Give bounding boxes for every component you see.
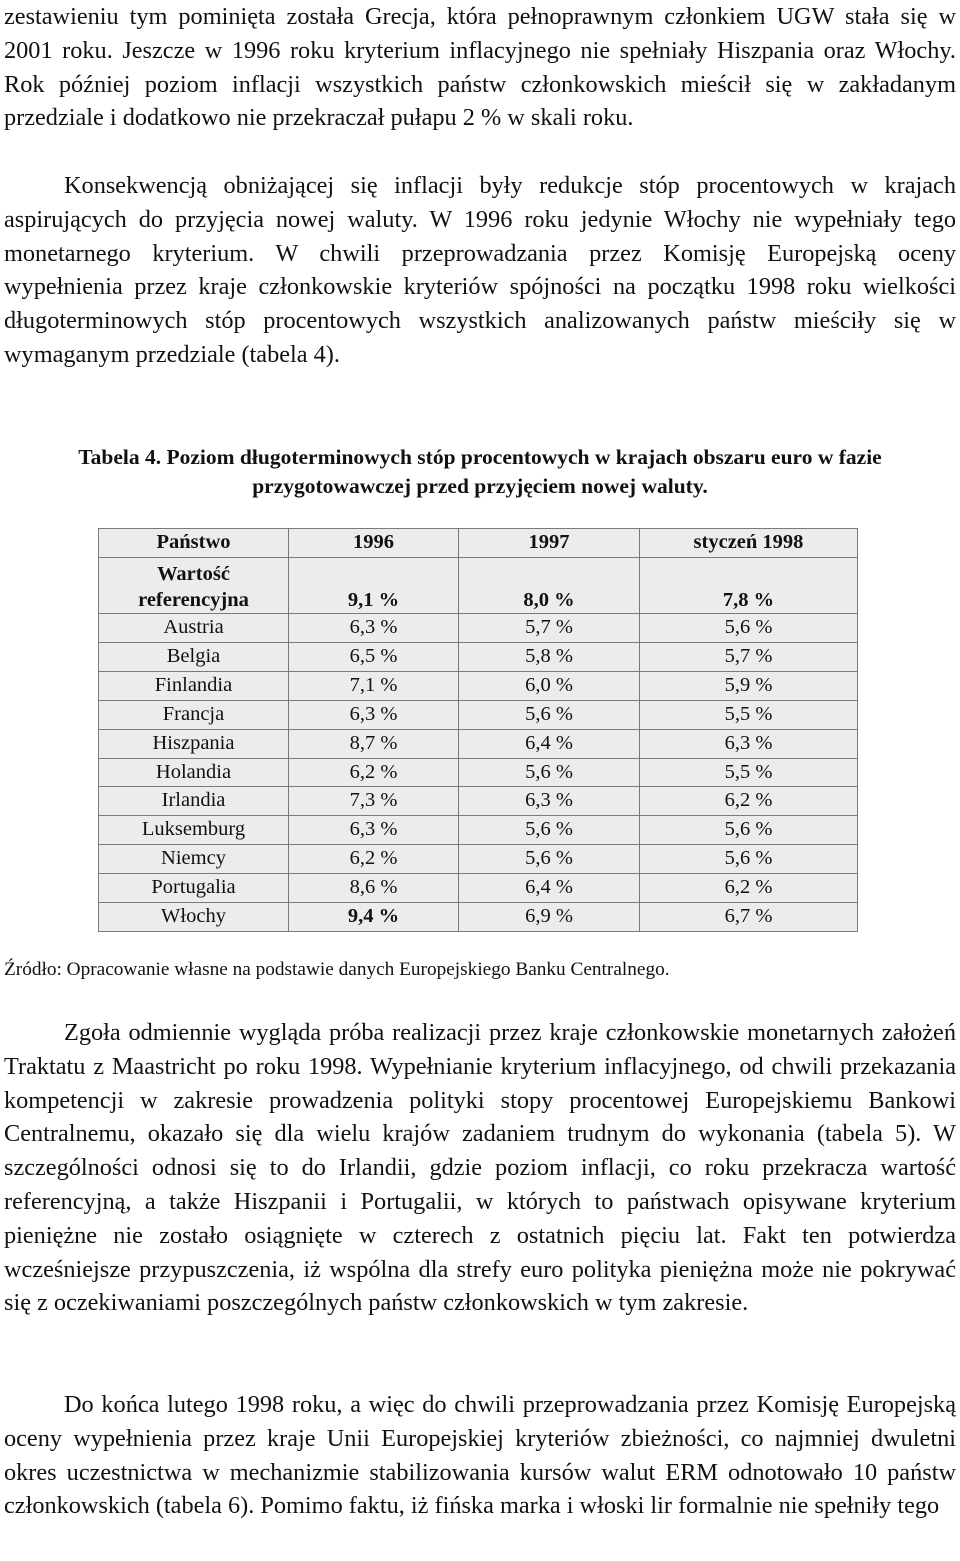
interest-rates-table bbox=[98, 528, 858, 932]
country-cell: Belgia bbox=[99, 642, 289, 671]
value-cell-1997: 6,9 % bbox=[459, 903, 640, 932]
country-cell: Niemcy bbox=[99, 845, 289, 874]
country-cell: Luksemburg bbox=[99, 816, 289, 845]
header-1997: 1997 bbox=[459, 529, 640, 558]
header-1996: 1996 bbox=[289, 529, 459, 558]
value-cell-1998: 5,6 % bbox=[640, 816, 858, 845]
value-cell-1998: 6,7 % bbox=[640, 903, 858, 932]
value-cell-1997: 6,4 % bbox=[459, 729, 640, 758]
table-row-luksemburg bbox=[99, 816, 858, 845]
value-cell-1996: 7,1 % bbox=[289, 671, 459, 700]
table-row-holandia bbox=[99, 758, 858, 787]
value-cell-1998: 5,6 % bbox=[640, 614, 858, 643]
header-country: Państwo bbox=[99, 529, 289, 558]
table-header-row bbox=[99, 529, 858, 558]
value-cell-1998: 5,6 % bbox=[640, 845, 858, 874]
paragraph-erm: Do końca lutego 1998 roku, a więc do chwili przeprowadzania przez Komisję Europejską oceny wypełnienia przez kraje Unii Europejskiej kryteriów zbieżności, co najmniej dwuletni okres uczestnictwa w mechanizmie stabilizowania kursów walut ERM odnotowało 10 państw członkowskich (tabela 6). Pomimo faktu, iż fińska marka i włoski lir formalnie nie spełniły tego bbox=[4, 1391, 956, 1520]
value-cell-1997: 5,8 % bbox=[459, 642, 640, 671]
value-cell-1997: 6,0 % bbox=[459, 671, 640, 700]
table-row-portugalia bbox=[99, 874, 858, 903]
table-caption bbox=[4, 443, 956, 501]
value-cell-1998: 6,3 % bbox=[640, 729, 858, 758]
table-row-francja bbox=[99, 700, 858, 729]
table-row-hiszpania bbox=[99, 729, 858, 758]
reference-jan-1998: 7,8 % bbox=[640, 558, 858, 614]
value-cell-1996: 8,7 % bbox=[289, 729, 459, 758]
value-cell-1996: 6,3 % bbox=[289, 700, 459, 729]
header-jan-1998: styczeń 1998 bbox=[640, 529, 858, 558]
value-cell-1997: 6,4 % bbox=[459, 874, 640, 903]
value-cell-1996-exceeds-reference: 9,4 % bbox=[289, 903, 459, 932]
country-cell: Holandia bbox=[99, 758, 289, 787]
value-cell-1996: 7,3 % bbox=[289, 787, 459, 816]
value-cell-1996: 6,5 % bbox=[289, 642, 459, 671]
country-cell: Włochy bbox=[99, 903, 289, 932]
value-cell-1998: 5,9 % bbox=[640, 671, 858, 700]
value-cell-1997: 5,7 % bbox=[459, 614, 640, 643]
value-cell-1997: 5,6 % bbox=[459, 700, 640, 729]
value-cell-1998: 5,7 % bbox=[640, 642, 858, 671]
value-cell-1996: 6,2 % bbox=[289, 845, 459, 874]
reference-value-row bbox=[99, 558, 858, 614]
country-cell: Finlandia bbox=[99, 671, 289, 700]
value-cell-1997: 5,6 % bbox=[459, 816, 640, 845]
table-source-note: Źródło: Opracowanie własne na podstawie danych Europejskiego Banku Centralnego. bbox=[4, 959, 670, 980]
table-caption-text: Tabela 4. Poziom długoterminowych stóp procentowych w krajach obszaru euro w fazie przygotowawczej przed przyjęciem nowej waluty. bbox=[78, 445, 882, 498]
table-row-belgia bbox=[99, 642, 858, 671]
paragraph-intro: zestawieniu tym pominięta została Grecja, która pełnoprawnym członkiem UGW stała się w 2001 roku. Jeszcze w 1996 roku kryterium inflacyjnego nie spełniały Hiszpania oraz Włochy. Rok później poziom inflacji wszystkich państw członkowskich mieścił się w zakładanym przedziale i dodatkowo nie przekraczał pułapu 2 % w skali roku. bbox=[4, 3, 956, 132]
value-cell-1996: 6,2 % bbox=[289, 758, 459, 787]
country-cell: Portugalia bbox=[99, 874, 289, 903]
country-cell: Hiszpania bbox=[99, 729, 289, 758]
paragraph-interest-rates: Konsekwencją obniżającej się inflacji były redukcje stóp procentowych w krajach aspirujących do przyjęcia nowej waluty. W 1996 roku jedynie Włochy nie wypełniały tego monetarnego kryterium. W chwili przeprowadzania przez Komisję Europejską oceny wypełnienia przez kraje członkowskie kryteriów spójności na początku 1998 roku wielkości długoterminowych stóp procentowych wszystkich analizowanych państw mieściły się w wymaganym przedziale (tabela 4). bbox=[4, 172, 956, 368]
country-cell: Francja bbox=[99, 700, 289, 729]
value-cell-1997: 5,6 % bbox=[459, 845, 640, 874]
country-cell: Austria bbox=[99, 614, 289, 643]
value-cell-1996: 6,3 % bbox=[289, 614, 459, 643]
reference-1997: 8,0 % bbox=[459, 558, 640, 614]
value-cell-1997: 6,3 % bbox=[459, 787, 640, 816]
country-cell: Irlandia bbox=[99, 787, 289, 816]
reference-label-line2: referencyjna bbox=[138, 589, 249, 611]
reference-1996: 9,1 % bbox=[289, 558, 459, 614]
value-cell-1998: 5,5 % bbox=[640, 758, 858, 787]
paragraph-inflation-criterion: Zgoła odmiennie wygląda próba realizacji przez kraje członkowskie monetarnych założeń Traktatu z Maastricht po roku 1998. Wypełnianie kryterium inflacyjnego, od chwili przekazania kompetencji w zakresie prowadzenia polityki stopy procentowej Europejskiemu Bankowi Centralnemu, okazało się dla wielu krajów zadaniem trudnym do wykonania (tabela 5). W szczególności odnosi się to do Irlandii, gdzie poziom inflacji, co roku przekracza wartość referencyjną, a także Hiszpanii i Portugalii, w których to państwach opisywane kryterium pieniężne nie zostało osiągnięte w czterech z ostatnich pięciu lat. Fakt ten potwierdza wcześniejsze przypuszczenia, iż wspólna dla strefy euro polityka pieniężna może nie pokrywać się z oczekiwaniami poszczególnych państw członkowskich w tym zakresie. bbox=[4, 1019, 956, 1317]
table-row-austria bbox=[99, 614, 858, 643]
table-row-wlochy bbox=[99, 903, 858, 932]
reference-label bbox=[99, 558, 289, 614]
table-row-finlandia bbox=[99, 671, 858, 700]
reference-label-line1: Wartość bbox=[157, 563, 230, 585]
value-cell-1996: 6,3 % bbox=[289, 816, 459, 845]
value-cell-1998: 6,2 % bbox=[640, 787, 858, 816]
table-row-niemcy bbox=[99, 845, 858, 874]
value-cell-1998: 5,5 % bbox=[640, 700, 858, 729]
table-row-irlandia bbox=[99, 787, 858, 816]
interest-rates-table-wrapper bbox=[98, 528, 858, 932]
value-cell-1997: 5,6 % bbox=[459, 758, 640, 787]
value-cell-1998: 6,2 % bbox=[640, 874, 858, 903]
value-cell-1996: 8,6 % bbox=[289, 874, 459, 903]
